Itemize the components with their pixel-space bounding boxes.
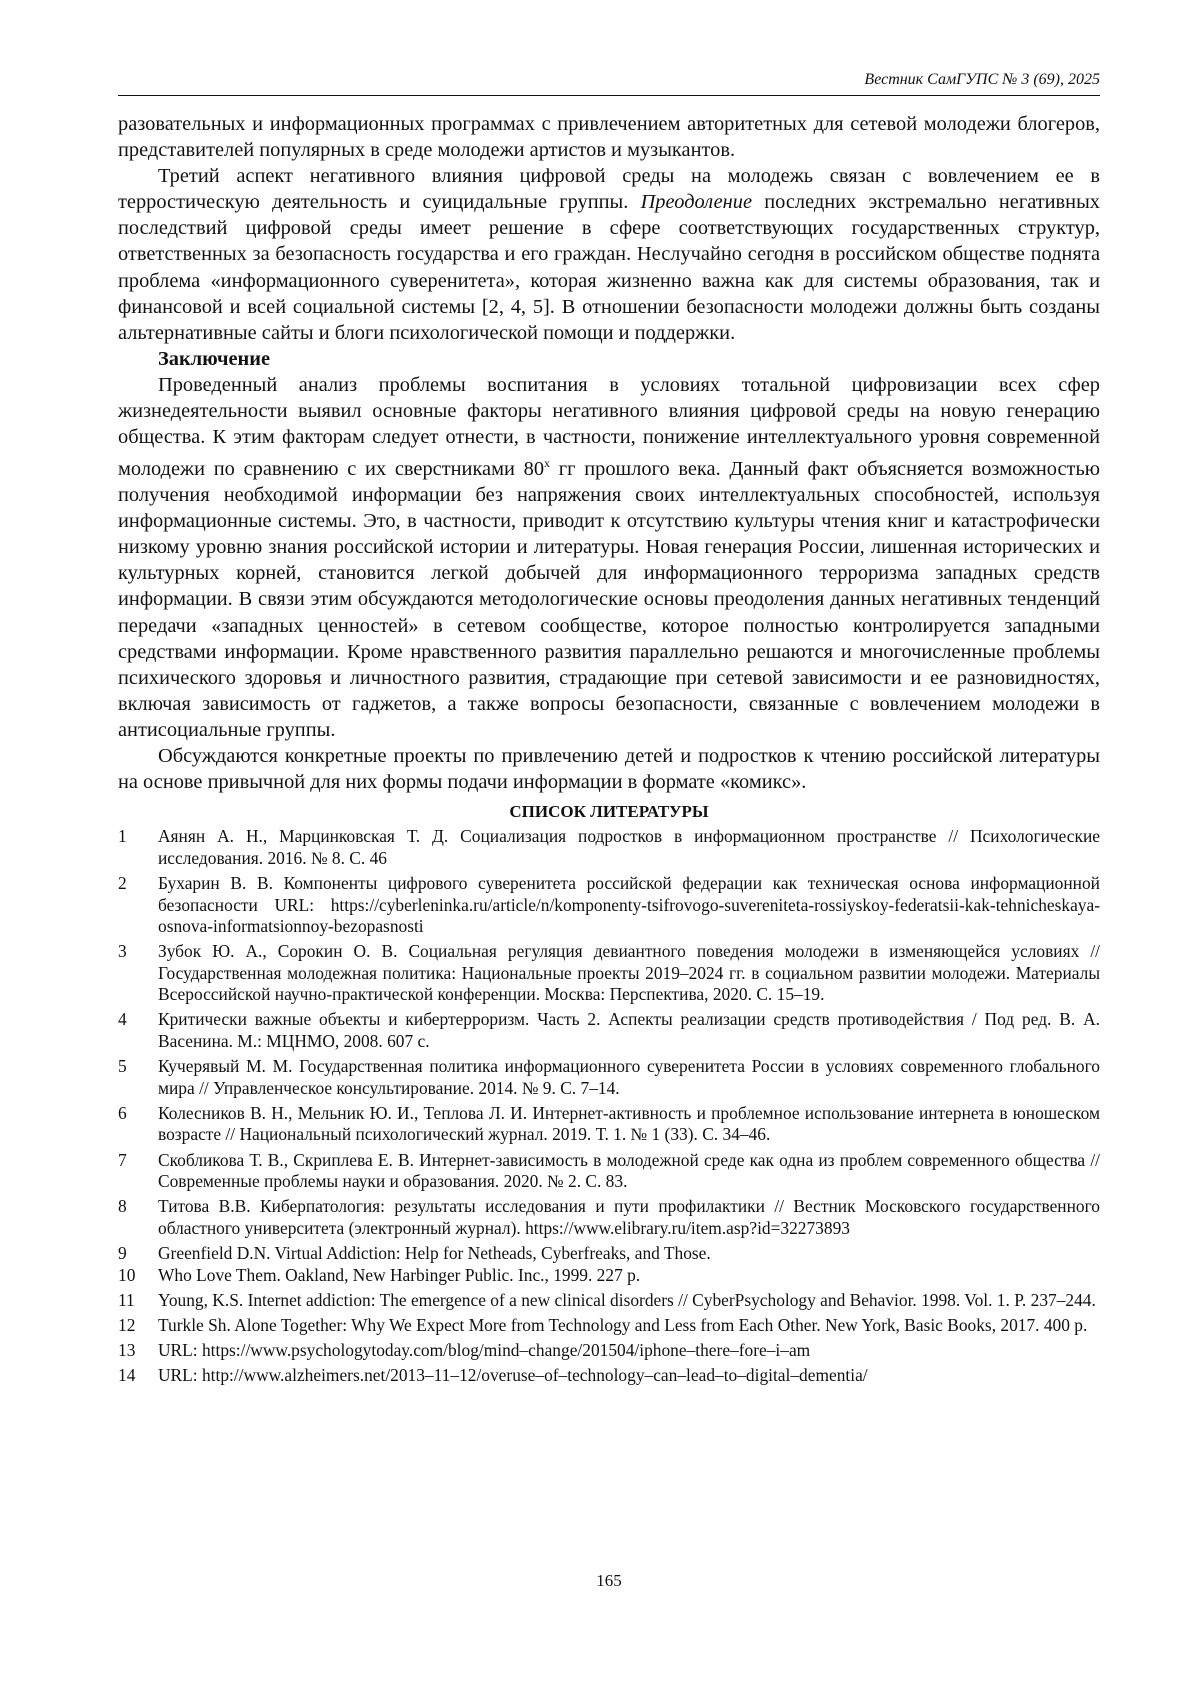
reference-item [118,1315,1100,1337]
reference-number: 14 [118,1364,136,1385]
page-number: 165 [596,1571,622,1590]
reference-item [118,1340,1100,1362]
reference-text: Turkle Sh. Alone Together: Why We Expect More from Technology and Less from Each Other. New York, Basic Books, 2017. 400 p. [158,1314,1088,1335]
paragraph-text: гг прошлого века. Данный факт объясняется возможностью получения необходимой информации без напряжения своих интеллектуальных способностей, используя информационные системы. Это, в частности, приводит к отсутствию культуры чтения книг и катастрофически низкому уровню знания российской истории и литературы. Новая генерация России, лишенная исторических и культурных корней, становится легкой добычей для информационного терроризма западных средств информации. В связи этим обсуждаются методологические основы преодоления данных негативных тенденций передачи «западных ценностей» в сетевом сообществе, которое полностью контролируется западными средствами информации. Кроме нравственного развития параллельно решаются и многочисленные проблемы психического здоровья и личностного развития, страдающие при сетевой зависимости и ее разновидностях, включая зависимость от гаджетов, а также вопросы безопасности, связанные с вовлечением молодежи в антисоциальные группы. [118,458,1100,741]
reference-number: 8 [118,1196,127,1217]
reference-item [118,1103,1100,1146]
reference-item [118,1056,1100,1099]
paragraph [118,163,1100,346]
reference-number: 13 [118,1339,136,1360]
reference-text: Аянян А. Н., Марцинковская Т. Д. Социализация подростков в информационном пространстве // Психологические исследования. 2016. № 8. С. 46 [158,826,1100,868]
reference-item [118,1290,1100,1312]
reference-text: Колесников В. Н., Мельник Ю. И., Теплова Л. И. Интернет-активность и проблемное использование интернета в юношеском возрасте // Национальный психологический журнал. 2019. Т. 1. № 1 (33). С. 34–46. [158,1102,1100,1145]
reference-number: 10 [118,1264,136,1285]
reference-text: Who Love Them. Oakland, New Harbinger Public. Inc., 1999. 227 p. [158,1264,641,1285]
references-list [118,826,1100,1386]
reference-number: 11 [118,1289,135,1310]
emphasis-text: Преодоление [640,191,753,214]
reference-item [118,1150,1100,1193]
references-title: СПИСОК ЛИТЕРАТУРЫ [509,802,709,822]
article-body [118,111,1100,1390]
reference-text: Критически важные объекты и кибертерроризм. Часть 2. Аспекты реализации средств противодействия / Под ред. В. А. Васенина. М.: МЦНМО, 2008. 607 с. [158,1009,1100,1052]
reference-text: Young, K.S. Internet addiction: The emergence of a new clinical disorders // CyberPsychology and Behavior. 1998. Vol. 1. P. 237–244. [158,1289,1096,1310]
running-head: Вестник СамГУПС № 3 (69), 2025 [864,71,1100,88]
reference-text: Титова В.В. Киберпатология: результаты исследования и пути профилактики // Вестник Московского государственного областного университета (электронный журнал). https://www.elibrary.ru/item.asp?id=32273893 [158,1196,1100,1238]
reference-text: Кучерявый М. М. Государственная политика информационного суверенитета России в условиях современного глобального мира // Управленческое консультирование. 2014. № 9. С. 7–14. [158,1056,1100,1098]
reference-number: 1 [118,826,127,847]
reference-text: URL: http://www.alzheimers.net/2013–11–12/overuse–of–technology–can–lead–to–digital–dementia/ [158,1364,868,1385]
reference-text: Скобликова Т. В., Скриплева Е. В. Интернет-зависимость в молодежной среде как одна из проблем современного общества // Современные проблемы науки и образования. 2020. № 2. С. 83. [158,1149,1100,1192]
paragraph-text: последних экстремально негативных последствий цифровой среды имеет решение в сфере соответствующих государственных структур, ответственных за безопасность государства и его граждан. Неслучайно сегодня в российском обществе поднята проблема «информационного суверенитета», которая жизненно важна как для системы образования, так и финансовой и всей социальной системы [2, 4, 5]. В отношении безопасности молодежи должны быть созданы альтернативные сайты и блоги психологической помощи и поддержки. [118,191,1100,344]
reference-number: 2 [118,872,127,893]
paragraph: Обсуждаются конкретные проекты по привлечению детей и подростков к чтению российской литературы на основе привычной для них формы подачи информации в формате «комикс». [118,745,1100,794]
reference-item [118,826,1100,869]
reference-text: URL: https://www.psychologytoday.com/blog/mind–change/201504/iphone–there–fore–i–am [158,1339,811,1360]
reference-text: Бухарин В. В. Компоненты цифрового суверенитета российской федерации как техническая основа информационной безопасности URL: https://cyberleninka.ru/article/n/komponenty-tsifrovogo-suvereniteta-rossiyskoy-federatsii-kak-tehnicheskaya-osnova-informatsionnoy-bezopasnosti [158,872,1100,937]
reference-number: 4 [118,1009,127,1030]
superscript: х [544,456,551,471]
reference-number: 12 [118,1314,136,1335]
reference-item [118,941,1100,1006]
reference-item [118,1196,1100,1239]
header-rule [118,95,1100,96]
reference-text: Зубок Ю. А., Сорокин О. В. Социальная регуляция девиантного поведения молодежи в изменяющейся условиях // Государственная молодежная политика: Национальные проекты 2019–2024 гг. в социальном развитии молодежи. Материалы Всероссийской научно-практической конференции. Москва: Перспектива, 2020. С. 15–19. [158,941,1100,1005]
reference-item [118,1009,1100,1052]
paragraph [118,372,1100,743]
reference-number: 5 [118,1056,127,1077]
paragraph-text: Третий аспект негативного влияния цифровой среды на молодежь связан с вовлечением ее в терростическую деятельность и суицидальные группы. [118,165,1100,214]
reference-item [118,1365,1100,1387]
reference-number: 7 [118,1149,127,1170]
reference-item [118,1265,1100,1287]
paragraph: разовательных и информационных программах с привлечением авторитетных для сетевой молодежи блогеров, представителей популярных в среде молодежи артистов и музыкантов. [118,113,1100,162]
reference-number: 9 [118,1242,127,1263]
section-heading: Заключение [158,347,271,370]
reference-item [118,873,1100,938]
reference-item [118,1243,1100,1265]
reference-text: Greenfield D.N. Virtual Addiction: Help for Netheads, Cyberfreaks, and Those. [158,1242,711,1263]
reference-number: 6 [118,1102,127,1123]
reference-number: 3 [118,941,127,962]
paragraph-text: Проведенный анализ проблемы воспитания в условиях тотальной цифровизации всех сфер жизнедеятельности выявил основные факторы негативного влияния цифровой среды на новую генерацию общества. К этим факторам следует отнести, в частности, понижение интеллектуального уровня современной молодежи по сравнению с их сверстниками 80 [118,373,1100,481]
